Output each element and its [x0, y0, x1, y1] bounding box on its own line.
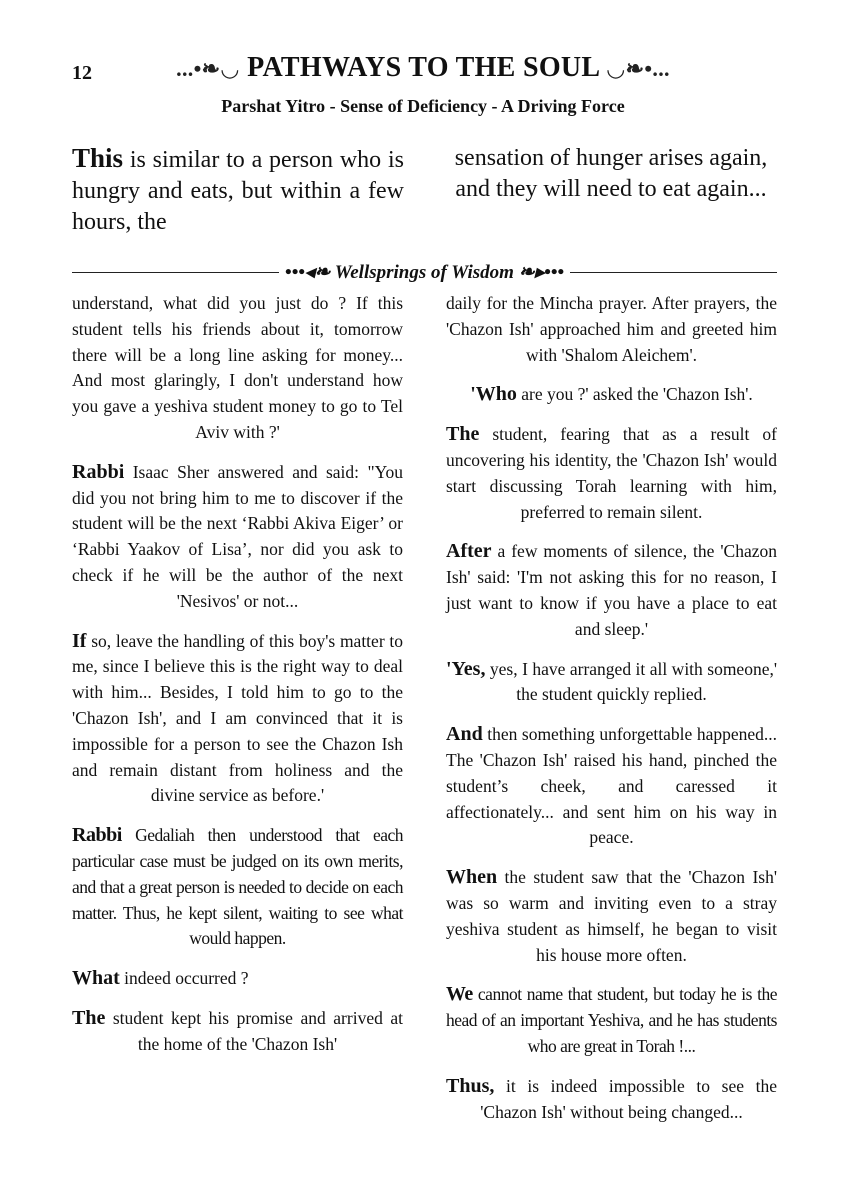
intro-block [72, 143, 777, 238]
intro-right-column: sensation of hunger arises again, and they will need to eat again... [454, 145, 768, 202]
paragraph-text: student kept his promise and arrived at the home of the 'Chazon Ish' [105, 1007, 403, 1054]
paragraph-text: then something unforgettable happened... The 'Chazon Ish' raised his hand, pinched the student’s cheek, and caressed it affectionately... and sent him on his way in peace. [446, 724, 777, 848]
paragraph [72, 629, 403, 810]
paragraph-lead: We [446, 983, 473, 1006]
paragraph [446, 291, 777, 368]
paragraph-lead: What [72, 967, 120, 990]
divider-line-right [570, 272, 777, 273]
paragraph-text: Isaac Sher answered and said: "You did you not bring him to me to discover if the student will be the next ‘Rabbi Akiva Eiger’ or ‘Rabbi Yaakov of Lisa’, nor did you ask to check if he will be the author of the next 'Nesivos' or not... [72, 461, 403, 611]
paragraph-lead: The [446, 423, 480, 446]
paragraph-text: indeed occurred ? [119, 968, 249, 989]
paragraph-text: are you ?' asked the 'Chazon Ish'. [516, 384, 753, 405]
left-column [72, 291, 403, 1139]
paragraph-lead: After [446, 540, 492, 563]
paragraph [446, 422, 777, 525]
paragraph-text: daily for the Mincha prayer. After prayers, the 'Chazon Ish' approached him and greeted him with 'Shalom Aleichem'. [446, 293, 777, 365]
paragraph-text: understand, what did you just do ? If this student tells his friends about it, tomorrow there will be a long line asking for money... And most glaringly, I don't understand how you gave a yeshiva student money to go to Tel Aviv with ?' [72, 293, 403, 442]
paragraph [72, 291, 403, 446]
paragraph-text: cannot name that student, but today he is the head of an important Yeshiva, and he has students who are great in Torah !... [446, 984, 777, 1056]
intro-left-text: is similar to a person who is hungry and eats, but within a few hours, the [72, 147, 404, 235]
paragraph-lead: 'Who [470, 383, 517, 406]
paragraph [72, 966, 403, 992]
page-header-title [128, 52, 718, 84]
paragraph [72, 823, 403, 952]
paragraph-text: so, leave the handling of this boy's matter to me, since I believe this is the right way to deal with him... Besides, I told him to go to the 'Chazon Ish', and I am convinced that it is impossible for a person to see the Chazon Ish and remain distant from holiness and the divine service as before.' [72, 630, 403, 806]
paragraph [446, 982, 777, 1059]
header-title-text: PATHWAYS TO THE SOUL [247, 52, 599, 83]
intro-lead-word: This [72, 143, 124, 173]
paragraph [72, 1006, 403, 1058]
section-ornament-left: •••◂❧ [284, 261, 331, 283]
paragraph-text: it is indeed impossible to see the 'Chazon Ish' without being changed... [480, 1075, 777, 1122]
paragraph-text: student, fearing that as a result of uncovering his identity, the 'Chazon Ish' would start discussing Torah learning with him, preferred to remain silent. [446, 424, 777, 522]
paragraph-lead: When [446, 866, 498, 889]
paragraph [446, 382, 777, 408]
paragraph [446, 657, 777, 709]
section-ornament-right: ❧▸••• [518, 261, 565, 283]
paragraph-lead: Rabbi [72, 460, 125, 483]
paragraph [446, 1074, 777, 1126]
divider-line-left [72, 272, 279, 273]
paragraph [446, 865, 777, 968]
paragraph-text: yes, I have arranged it all with someone,' the student quickly replied. [485, 658, 777, 705]
paragraph-lead: If [72, 629, 87, 652]
paragraph-text: the student saw that the 'Chazon Ish' was so warm and inviting even to a stray yeshiva student as himself, he began to visit his house more often. [446, 867, 777, 965]
right-column [446, 291, 777, 1139]
paragraph-text: Gedaliah then understood that each particular case must be judged on its own merits, and that a great person is needed to decide on each matter. Thus, he kept silent, waiting to see what would happen. [72, 825, 403, 949]
paragraph [446, 539, 777, 642]
paragraph-lead: And [446, 723, 483, 746]
page-subtitle: Parshat Yitro - Sense of Deficiency - A Driving Force [221, 96, 625, 116]
paragraph-lead: Thus, [446, 1074, 495, 1097]
page-number: 12 [72, 62, 92, 84]
header-ornament-left: ...•❧◡ [176, 56, 240, 81]
article-body [72, 291, 777, 1139]
intro-left-column [72, 143, 404, 238]
header-ornament-right: ◡❧•... [606, 56, 670, 81]
section-title [279, 261, 570, 284]
paragraph-lead: Rabbi [72, 824, 122, 847]
section-title-text: Wellsprings of Wisdom [334, 261, 514, 283]
paragraph-lead: 'Yes, [446, 657, 486, 680]
section-divider [72, 258, 777, 286]
paragraph [446, 722, 777, 851]
paragraph [72, 460, 403, 615]
paragraph-text: a few moments of silence, the 'Chazon Ish' said: 'I'm not asking this for no reason, I just want to know if you have a place to eat and sleep.' [446, 541, 777, 639]
paragraph-lead: The [72, 1006, 106, 1029]
